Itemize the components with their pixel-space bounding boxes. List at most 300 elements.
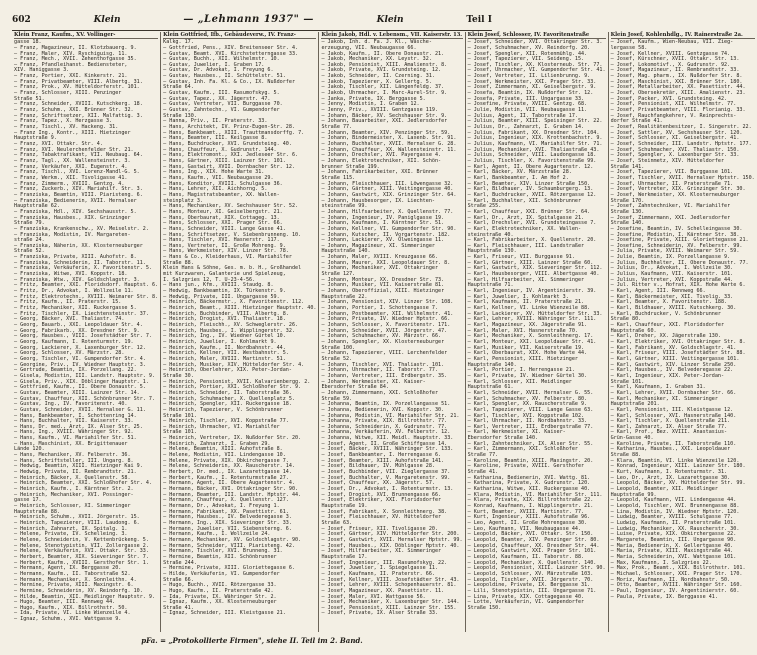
directory-entry: — Josefine, Modistin, I. Kärntner Str. 38.	[610, 231, 740, 238]
entry-list	[321, 40, 462, 617]
directory-entry: — Hermann, Hausbes., IV. Belvederegasse 3.	[163, 514, 292, 521]
directory-entry: — Hermann, Bäcker, XVI. Ottakringer Str. 90.	[163, 486, 299, 493]
directory-entry: — Leopold, Tischler, XVII. Jörgerstr. 70.	[467, 576, 594, 583]
directory-entry: — Paula, Private, IX. Berggasse 41.	[610, 593, 718, 600]
directory-entry: — Leopold, Kaufmann, II. Taborstr. 88.	[467, 553, 585, 560]
directory-entry: Straße 101.	[610, 378, 645, 385]
directory-entry: — Hans, Beamter, III. Keilgasse 8.	[163, 135, 268, 142]
directory-entry: — Karl, Friseur, VII. Burggasse 91.	[467, 254, 575, 261]
directory-entry: — Heinrich, Hausbes., I. Wipplingerstr. 32.	[163, 327, 296, 334]
directory-entry: — Josef, Schuhmacher, XVI. Thaliastr. 150.	[610, 146, 740, 153]
directory-entry: — Josef, Vertreter, XIX. Grinzinger Str. 30.	[610, 186, 746, 193]
directory-entry: — Jakob, Tapezierer, X. Gellertg. 5.	[321, 78, 432, 85]
directory-entry: — Hugo, Buchh., XVII. Rötzergasse 33.	[163, 582, 277, 589]
directory-entry: — Gisela, Modistin, III. Landstr. Hauptstr. 9.	[14, 372, 156, 379]
directory-entry: — Karl, Spengler, XX. Rauscherstraße 9.	[467, 401, 588, 408]
column-head: Klein Jakob, Hdl. v. Lebensm., VII. Kaiserstr. 13.	[321, 32, 463, 38]
directory-entry: — Fritz, Mechaniker, XII. Ruckergasse 5.	[14, 305, 137, 312]
directory-entry: — Johann, Zimmermann, XXI. Schloßhofer	[321, 389, 439, 396]
directory-entry: Klein Hans & Söhne, Ges. m. b. H., Großhandel	[163, 265, 302, 272]
directory-entry: — Karl, Gärtner, XIII. Veitingergasse 101.	[610, 355, 740, 362]
directory-entry: Straße 79.	[14, 220, 45, 227]
directory-entry: — Ida, Private, IX. Währinger Str. 2.	[163, 593, 277, 600]
directory-entry: — Karl, Dreher, XX. Jägerstraße 130.	[610, 333, 721, 340]
directory-entry: — Josef, Elektriker, XXI. Floridsdorfer	[321, 497, 442, 504]
directory-entry: — Johann, Kellner, VI. Gumpendorfer Str. 90.	[321, 225, 457, 232]
directory-entry: — Jenny, Priv., XVIII. Gentzgasse 119.	[321, 107, 439, 114]
directory-entry: — Franz, Tapez., X. Herzgasse 3.	[14, 118, 113, 125]
directory-entry: — Karl, Oberbaurat, XIX. Hohe Warte 44.	[467, 350, 588, 357]
directory-entry: — Fritz, Dr., Advokat, I. Wollzeile 11.	[14, 288, 134, 295]
directory-entry: — Gertrude, Beamtin, IX. Porzellang. 22.	[14, 367, 137, 374]
directory-entry: — Karl, Kaufmann, I. Graben 31.	[610, 384, 706, 391]
directory-entry: Hauptstraße 201.	[610, 401, 660, 408]
directory-entry: — Karl, Bäckermeister, XII. Tivolig. 33.	[610, 293, 734, 300]
directory-entry: — Hans, Maschinist, XX. Brigittenauer	[14, 440, 128, 447]
directory-entry: — Johann, Beamter, XIV. Penzinger Str. 59.	[321, 129, 451, 136]
directory-entry: brunner Straße 199.	[321, 163, 380, 170]
directory-entry: — Karl, Gärtner, XIII. Lainzer Straße 60.	[467, 259, 594, 266]
directory-entry: Straße 130.	[163, 112, 197, 119]
directory-entry: — Hans, Konditor, XVIII. Schulgasse 36.	[163, 180, 283, 187]
directory-entry: — Josef, Lokomotivf., X. Gudrunstr. 92.	[610, 61, 731, 68]
directory-entry: — Julius, Tischler, X. Favoritenstraße 99.	[467, 157, 597, 164]
directory-entry: — Josef, Magazineur, II. Rembrandtstr. 33.	[610, 67, 740, 74]
directory-entry: — Josef, Vertreter, II. Lilienbrunng. 9.	[467, 73, 591, 80]
directory-entry: — Julia, Private, XVIII. Weimarer Str. 59.	[610, 248, 740, 255]
directory-entry: — Jakob, Pensionist, XIII. Amalienstr. 8.	[321, 61, 448, 68]
directory-entry: Straße 255.	[467, 203, 502, 210]
directory-entry: — Johann, Magazineur, XI. Simmeringer	[321, 242, 435, 249]
directory-entry: — Heinrich, Beamt., XIII. Hietzinger Hauptstr. 40.	[163, 305, 317, 312]
directory-entry: — Helene, Schneiderin, XX. Rauscherstr. 14.	[163, 463, 296, 470]
directory-entry: — Hans, Schlosser, XXI. Prager Str. 66.	[163, 220, 283, 227]
column-head: Klein Josef, Schlosser, IV. Favoritenstraße	[468, 32, 606, 39]
directory-entry: — Leopold, Pensionist, XIII. Lainzer Str. 90.	[467, 565, 606, 572]
directory-entry: — Johann, Bäcker, XV. Sechshauser Str. 9.	[321, 112, 448, 119]
directory-entry: I. Salzgries 12, T. U-23-4-56.	[163, 276, 256, 283]
directory-entry: — Ignaz, Schneider, III. Kleistgasse 21.	[163, 610, 286, 617]
directory-entry: Straße 88.	[163, 259, 194, 266]
directory-entry: — Hans, Gastwirt, XVII. Dornbacher Str. 12.	[163, 163, 296, 170]
directory-entry: — Hans, Schriftsetzer, V. Siebenbrunneng. 10.	[163, 231, 302, 238]
directory-entry: — Hans, Monteur, XI. Geiselbergstr. 21.	[163, 208, 283, 215]
column-1	[12, 32, 160, 632]
directory-entry: — Josef, Mechaniker, X. Laxenburger Str. 144.	[321, 599, 460, 606]
directory-entry: — Karl, Buchhalter, XII. Schönbrunner	[467, 197, 582, 204]
directory-entry: straße 24.	[14, 237, 45, 244]
directory-entry: Straße 30.	[163, 372, 194, 379]
directory-entry: — Franz, Schuhm., XXI. Brünner Str. 32.	[14, 107, 134, 114]
directory-entry: Straße 140.	[610, 220, 645, 227]
directory-entry: — Julius, Buchhalter, II. Obere Donaustr. 77.	[610, 259, 749, 266]
directory-entry: — Hans, Kaufm., VII. Neubaugasse 29.	[163, 174, 274, 181]
directory-entry: — Josef, Tischler, XX. Klosterneub. Str. 77.	[467, 61, 603, 68]
directory-entry: — Karl, Pensionist, XIII. Hietzinger	[467, 355, 578, 362]
directory-entry: Straße 77.	[321, 124, 353, 131]
directory-entry: — Josefine, Schneiderin, XV. Felberstr. 99.	[610, 242, 743, 249]
directory-entry: — Franz, Tagl., XX. Wallensteinstr. 3.	[14, 157, 131, 164]
directory-entry: — Heinrich, Kellner, VII. Westbahnstr. 5.	[163, 350, 289, 357]
directory-entry: — Josef, Tapezierer, VII. Seideng. 15.	[467, 56, 585, 63]
directory-entry: — Johann, Private, IV. Wiedner Hptstr. 66.	[321, 316, 451, 323]
directory-entry: — Leopold, Chauffeur, XX. Dresdner Str. 44.	[467, 542, 600, 549]
directory-entry: Hauptstraße 130.	[467, 248, 517, 255]
directory-entry: — Hilde, Beamtin, XII. Meidlinger Hauptstr. 9.	[14, 593, 156, 600]
directory-entry: — Johann, Mechaniker, XVI. Ottakringer	[321, 265, 439, 272]
directory-entry: — Josef, Sattler, XV. Sechshauser Str. 120.	[610, 129, 743, 136]
directory-entry: — Hermine, Private, XIII. Gloriettegasse 6.	[163, 565, 296, 572]
directory-entry: — Heinrich, Spengler, XII. Ruckergasse 18.	[163, 401, 292, 408]
directory-entry: — Michael, Schlosser, XXI. Prager Str. 170.	[610, 570, 743, 577]
column-head: Klein Franz, Kaufm., XV. Vollinger-	[14, 32, 158, 39]
directory-entry: — Georg, Fabrikarb., XX. Dresdner Str. 9.	[14, 327, 140, 334]
directory-entry: — Johann, Gärtner, XIII. Veitingergasse 40.	[321, 186, 454, 193]
header-left-label: Klein	[93, 15, 121, 25]
directory-entry: — Fritz, Tischler, IX. Liechtensteinstr. 37.	[14, 310, 149, 317]
directory-entry: — Johann, Schlosser, X. Favoritenstr. 171.	[321, 322, 451, 329]
directory-entry: — Franziska, Schneiderin, II. Taborstr. 11.	[14, 259, 146, 266]
directory-entry: — Josef, Kellner, VIII. Josefstädter Str. 43.	[321, 576, 460, 583]
directory-entry: — Josef, Kellner, XVIII. Gentzgasse 74.	[610, 50, 731, 57]
directory-entry: — Johann, Werkmeister, XI. Kaiser-	[321, 378, 426, 385]
directory-entry: — Lina, Private, XIX. Cottagegasse 40.	[467, 593, 585, 600]
directory-entry: — Franziska, Modistin, IV. Margareten-	[14, 231, 131, 238]
directory-entry: — Heinrich, Bäckermstr., X. Favoritenstr. 112.	[163, 299, 305, 306]
directory-entry: — Hans, Dr. med., Arzt, IX. Alser Str. 25.	[14, 423, 143, 430]
directory-entry: — Johann, Hilfsarbeiter, X. Quellenstr. 77.	[321, 208, 454, 215]
directory-entry: — Maria, Private, XIII. Maxingstraße 44.	[610, 548, 734, 555]
directory-entry: — Leo, Agent, II. Große Mohrengasse 30.	[467, 519, 588, 526]
directory-entry: — Helene, Private, XIX. Obkirchergasse 7.	[163, 457, 289, 464]
page-header	[12, 14, 492, 28]
directory-entry: — Leopold, Beamter, XIV. Penzinger Str. 80.	[467, 536, 600, 543]
directory-entry: — Franziska, Private, XIII. Auhofstr. 8.	[14, 254, 137, 261]
directory-entry: — Johann, Hausbesorger, IX. Liechten-	[321, 197, 435, 204]
directory-entry: — Karl, Hausbes., IV. Belvederegasse 22.	[610, 367, 734, 374]
directory-entry: Straße 64.	[163, 84, 194, 91]
directory-entry: — Gustav, Beamter, XIII. Lainzer Str. 14.	[14, 389, 140, 396]
directory-entry: — Georg, Hausbes., VIII. Josefstädter Str. 7.	[14, 333, 153, 340]
directory-entry: — Franz, Werkm., XII. Tivoligasse 41.	[14, 174, 128, 181]
directory-entry: — Heinrich, Pensionist, XVII. Kalvarienbergg. 2.	[163, 378, 311, 385]
directory-entry: — Leo, Kaufmann, VII. Neubaugasse 44.	[467, 525, 582, 532]
directory-entry: Straße 101.	[163, 429, 197, 436]
directory-entry: — Josef, Mag. pharm., IX. Nußdorfer Str. 8.	[610, 73, 743, 80]
directory-entry: — Johann, Kutscher, II. Vorgartenstr. 182.	[321, 231, 451, 238]
directory-entry: — Gustav, Chauffeur, XII. Schönbrunner Str. 7.	[14, 395, 156, 402]
column-5	[608, 32, 757, 632]
directory-entry: — Hermann, Dr., Advokat, I. Freyung 1.	[163, 503, 280, 510]
directory-entry: — Karl, Buchdrucker, XVII. Rötzergasse 12.	[467, 191, 597, 198]
directory-entry: Hauptstraße 61.	[467, 384, 514, 391]
directory-entry: — Karl, Gastwirt, XIV. Linzer Straße 250.	[610, 361, 737, 368]
directory-entry: — Karl, Portier, I. Herrengasse 21.	[467, 367, 575, 374]
directory-entry: erzeugung, VII. Neubaugasse 66.	[321, 44, 417, 51]
directory-entry: — Karl, Buchdrucker, V. Schönbrunner	[610, 310, 721, 317]
directory-entry: — Helene, Schneiderin, V. Kettenbrückeng. 5.	[14, 536, 149, 543]
directory-entry: — Karl, Fabrikarbeiter, X. Quellenstr. 20.	[467, 237, 597, 244]
directory-entry: — Johann, Fabrikarbeiter, XXI. Brünner	[321, 169, 439, 176]
directory-entry: Straße 41.	[163, 604, 194, 611]
directory-entry: — Hermann, Kaufm., I. Wollzeile 24.	[163, 531, 271, 538]
directory-entry: — Josef, Pensionist, XII. Wilhelmstr. 77.	[610, 101, 737, 108]
directory-entry: — Karl, Beamter, XIV. Linzer Straße 150.	[467, 180, 591, 187]
directory-entry: — Johann, Schneider, XVII. Jörgerstr. 47.	[321, 327, 448, 334]
directory-entry: — Franz, Tabaktrafikant, VII. Neubaug. 64.	[14, 152, 143, 159]
directory-entry: — Franziska, Krankenschw., XV. Meiselstr. 2.	[14, 225, 149, 232]
column-2	[160, 32, 318, 632]
directory-entry: — Karl, Lehrer, XVII. Dornbacher Str. 66.	[610, 389, 737, 396]
directory-entry: — Josef, Hausbes., XIX. Döblinger Hptstr. 40.	[321, 542, 460, 549]
directory-entry: Hauptstraße 60.	[610, 327, 657, 334]
directory-entry: Straße 77.	[467, 452, 499, 459]
directory-entry: — Helene, Modistin, VII. Lindengasse 10.	[163, 452, 286, 459]
directory-entry: — Karl, Schneider, XVII. Hernalser G. 55.	[467, 389, 594, 396]
directory-entry: — Hermann, Mechaniker, X. Sonnleithn. 4.	[14, 576, 137, 583]
directory-entry: — Karl, Schlosser, XII. Meidlinger	[467, 378, 572, 385]
directory-entry: — Karl, Dr., Arzt, IX. Spitalgasse 21.	[467, 214, 585, 221]
directory-entry: — Franz, XVI. Ottakr. Str. 4.	[14, 141, 103, 148]
directory-entry: — Ida, Private, VI. Linke Wienzeile 4.	[14, 610, 131, 617]
directory-entry: — Heinrich, Bäcker, X. Quellenstr. 58.	[14, 474, 131, 481]
directory-entry: — Johanna, Private, XIX. Billrothstr. 77.	[321, 418, 448, 425]
directory-entry: — Lina, Modistin, IV. Wiedner Hptstr. 120.	[610, 508, 740, 515]
directory-entry: — Gisela, Priv., XIX. Döblinger Hauptstr. 1.	[14, 378, 149, 385]
directory-entry: — Leopold, Kaufmann, VII. Lindengasse 44.	[610, 497, 737, 504]
directory-entry: steinplatz 3.	[163, 197, 204, 204]
part-label: Teil I	[466, 15, 492, 25]
directory-entry: — Jenny, Modistin, I. Graben 12.	[321, 101, 420, 108]
directory-entry: — Franziska, Hausbes., XIX. Grinzinger	[14, 214, 131, 221]
directory-entry: — Josefa, Beamtin, IX. Nußdorfer Str. 12.	[467, 90, 594, 97]
directory-entry: — Hans, Schneider, VIII. Lange Gasse 41.	[163, 225, 286, 232]
directory-entry: — Karl, Maler, XVI. Hasnerstraße 70.	[467, 327, 578, 334]
directory-entry: — Hugo, Kaufm., XIX. Billrothstr. 50.	[14, 604, 128, 611]
directory-entry: — Johann, Portier, I. Schottengasse 7.	[321, 305, 439, 312]
directory-entry: — Julius, Kaufmann, VII. Kaiserstr. 101.	[610, 271, 734, 278]
directory-entry: — Johann, Tapezierer, VIII. Lerchenfelder	[321, 350, 448, 357]
directory-entry: — Margarete, Beamtin, III. Ungargasse 90.	[610, 536, 737, 543]
directory-entry: Straße 141.	[610, 163, 645, 170]
directory-entry: — Hermann, Kaufm., II. Taborstraße 52.	[14, 570, 131, 577]
directory-entry: — Georg, Tischler, VI. Gumpendorfer Str. 4.	[14, 355, 146, 362]
directory-entry: — Josef, Juwelier, I. Spiegelgasse 11.	[321, 565, 439, 572]
directory-entry: — Gustav, Buchh., XII. Wilhelmstr. 10.	[163, 56, 280, 63]
directory-entry: mit Kurzwaren, Galanterie und Spielzeug,	[163, 271, 286, 278]
column-4	[465, 32, 608, 632]
directory-entry: — Josef, Private, IX. Alser Straße 33.	[321, 610, 439, 617]
directory-entry: — Ludwig, Kaufmann, II. Praterstraße 101.	[610, 519, 737, 526]
directory-entry: — Hermann, Fabrikant, XX. Pasettistr. 61.	[163, 508, 289, 515]
directory-entry: — Leopold, Bäcker, XV. Hütteldorfer Str. 99.	[610, 480, 746, 487]
directory-entry: — Ludwig, Beamter, XVIII. Schulgasse 77.	[610, 514, 734, 521]
directory-entry: — Hans, Bankbeamt., XIII. Trauttmansdorffg. 7.	[163, 129, 305, 136]
directory-entry: — Franz, Magazineur, II. Klotzbauerg. 9.	[14, 44, 137, 51]
directory-entry: Hauptstraße 62.	[14, 203, 61, 210]
directory-entry: — Karl, Pensionist, III. Kleistgasse 12.	[610, 406, 734, 413]
directory-entry: Hauptstraße 140.	[321, 248, 371, 255]
directory-entry: — Julie, Beamtin, IX. Porzellangasse 9.	[610, 254, 731, 261]
directory-entry: — Hermine, Schneiderin, XV. Reindorfg. 10.	[14, 587, 143, 594]
directory-entry: — Karl, Gastwirt, XIX. Sieveringer Str. 112.	[467, 265, 603, 272]
directory-entry: — Johann, Elektrotechniker, XII. Schön-	[321, 157, 442, 164]
directory-entry: — Heinrich, Beamter, XXI. Schloßhofer Str. 4.	[14, 480, 153, 487]
directory-entry: — Franz, Verkäufer, XXI. Eugenstr. 4.	[14, 163, 128, 170]
directory-entry: — Karoline, Private, XVIII. Gersthofer	[467, 463, 585, 470]
directory-entry: — Hans, Vertreter, II. Große Mohreng. 9.	[163, 242, 286, 249]
directory-entry: — Karl, Friseur, VIII. Josefstädter Str. 88.	[610, 350, 746, 357]
directory-entry: — Luise, Private, XIX. Obkirchergasse 22.	[610, 531, 737, 538]
directory-entry: — Johann, Chauffeur, XX. Wallensteinstr. 11.	[321, 146, 457, 153]
directory-entry: — Karl, Drechsler, XVI. Grundsteingasse 7.	[467, 220, 597, 227]
directory-entry: — Karl, Schuhmacher, XV. Felberstr. 80.	[467, 395, 588, 402]
directory-entry: — Josef, Lehrer, XVIII. Schopenhauerstr. 81.	[321, 582, 457, 589]
directory-entry: — Heinrich, Schuhmacher, X. Quellenplatz 5.	[163, 395, 296, 402]
directory-entry: — Johanna, Verkäuferin, XV. Felberstr. 12.	[321, 429, 451, 436]
directory-entry: — Karl, Fleischhauer, III. Landstraßer	[467, 242, 585, 249]
directory-entry: — Heinrich, Mechaniker, XVI. Possinger-	[14, 491, 134, 498]
directory-entry: — Franz Ing., Kontr., XIII. Hietzinger	[14, 129, 131, 136]
directory-entry: — Josef, Fabrikant, X. Sonnleithnerg. 38.	[321, 508, 448, 515]
directory-entry: — Hans, Lehrer, XII. Aichhorng. 5.	[163, 186, 268, 193]
directory-entry: — Hans & Co., Kleiderhaus, VI. Mariahilfer	[163, 254, 292, 261]
directory-entry: — Heinrich, Kaufm., II. Nordbahnstr. 44.	[163, 344, 286, 351]
directory-entry: — Hans, Gärtner, XIII. Lainzer Str. 101.	[163, 157, 286, 164]
directory-entry: — Kurt, Ingenieur, XIII. Auhofstraße 96.	[467, 514, 591, 521]
directory-entry: — Ludwig, Mechaniker, XX. Rauscherstr. 30.	[610, 525, 740, 532]
directory-entry: — Gustav, Beamt. XVI. Kirchstetterngasse 33.	[163, 50, 299, 57]
directory-entry: — Lili, Stenotypistin, III. Ungargasse 71.	[467, 587, 597, 594]
page-title: — „Lehmann 1937" —	[183, 14, 314, 25]
directory-entry: — Josef, Drogist, XVI. Brunnengasse 66.	[321, 491, 442, 498]
directory-entry: Hauptstraße 22.	[321, 293, 368, 300]
directory-entry: — Franziska, Witwe, XVI. Koppstr. 18.	[14, 271, 128, 278]
directory-entry: — Franz, Schneider, XVIII. Kutschkerg. 18.	[14, 101, 143, 108]
directory-entry: — Hans, Elektromont., XXI. Jedleseer Str. 6.	[163, 152, 299, 159]
directory-entry: Straße 63.	[321, 519, 353, 526]
directory-entry: — Helene, Private, IV. Schelleing. 3.	[14, 531, 128, 538]
directory-entry: steinstraße 99.	[321, 203, 368, 210]
directory-entry: — Johann, Gastwirt, XIX. Grinzinger Str. 64.	[321, 191, 457, 198]
directory-entry: Lände 120.	[14, 446, 45, 453]
directory-entry: — Josef, Zahntechniker, VI. Mariahilfer	[610, 203, 731, 210]
directory-entry: — Johann, Bauarbeiter, XXI. Jedlersdorfer	[321, 118, 448, 125]
columns-container	[12, 32, 755, 632]
directory-entry: — Konrad, Ingenieur, XIII. Lainzer Str. 180.	[610, 463, 746, 470]
directory-entry: Straße 101.	[163, 412, 197, 419]
directory-entry: — Karl, Juwelier, I. Kohlmarkt 3.	[467, 293, 569, 300]
directory-entry: — Herbert, Beamter, XIX. Sieveringer Str. 7.	[14, 553, 149, 560]
directory-entry: — Heinrich, Tapezierer, VIII. Laudong. 6.	[14, 519, 140, 526]
directory-entry: — Josef, Buchbinder, VII. Zieglergasse 37.	[321, 469, 451, 476]
directory-entry: — Hermine, Private, XIII. Maxingstr. 6.	[14, 582, 134, 589]
directory-entry: — Karl, Hilfsarbeiter, XI. Simmeringer	[467, 276, 585, 283]
directory-entry: — Karl, Chauffeur, XXI. Floridsdorfer	[610, 322, 725, 329]
directory-entry: — Hermann, Juwelier, VII. Siebensterng. 6.	[163, 525, 292, 532]
directory-entry: — Janka, Private, IX. Berggasse 5.	[321, 95, 426, 102]
directory-entry: — Franz, Tischl., XVI. Lorenz-Mandl-G. 5.	[14, 169, 140, 176]
directory-entry: — Hermann, Agent, II. Obere Augartenstr. 4.	[163, 480, 296, 487]
directory-entry: — Julius, Dr., Zahnarzt, I. Graben 14.	[467, 124, 585, 131]
directory-entry: — Maria, Schneiderin, XVI. Wattgasse 101.	[610, 553, 737, 560]
directory-entry: Hauptstraße 19.	[321, 503, 368, 510]
directory-entry: — Josef, Schneider, XVI. Ottakringer Str. 3.	[467, 39, 603, 46]
directory-entry: — Jakob, Private, XVI. Grundsteing. 12.	[321, 67, 442, 74]
directory-entry: — Josef, Uhrmacher, II. Praterstraße 71.	[610, 180, 734, 187]
directory-entry: — Leopold, Bäcker, XVI. Ottakr. Str. 150.	[467, 531, 594, 538]
directory-entry: — Karl, Magazineur, XX. Jägerstraße 91.	[467, 322, 588, 329]
directory-entry: — Franziska, Verkäuferin, X. Favoritenstr. 5.	[14, 265, 153, 272]
directory-entry: — Johanna, Bedienerin, XVI. Koppstr. 30.	[321, 406, 445, 413]
directory-entry: Straße 52.	[321, 355, 353, 362]
directory-entry: — Josef, Kürschner, XVII. Ottakr. Str. 13.	[610, 56, 740, 63]
directory-entry: Straße 100.	[321, 344, 356, 351]
directory-entry: Straße 88.	[610, 452, 642, 459]
directory-entry: — Heinrich, Ing., IV. Wiedner Gürtel 10.	[163, 333, 286, 340]
directory-entry: — Josef, Zimmermann, XI. Geiselbergstr. 9.	[467, 84, 597, 91]
directory-entry: — Josef, Werkmeister, XXI. Prager Str. 33.	[467, 78, 597, 85]
directory-entry: — Johanna, Beamtin, IX. Porzellangasse 51.	[321, 401, 451, 408]
directory-entry: — Jakob, Kaufm., II. Obere Donaustr. 21.	[321, 50, 445, 57]
directory-entry: — Karl, Chauffeur, XXI. Brünner Str. 64.	[467, 208, 591, 215]
directory-entry: — Leopold, Beamter, XII. Meidlinger	[610, 486, 718, 493]
directory-entry: — Leopold, Gastwirt, XXI. Prager Str. 101.	[467, 548, 597, 555]
directory-entry: — Josefine, Beamtin, IV. Schelleingasse 30.	[610, 225, 743, 232]
directory-entry: — Hugo, Beamter, III. Rennweg 44.	[14, 599, 116, 606]
directory-entry: — Franz, XVI. Neulerchenfelder Str. 21.	[14, 146, 134, 153]
directory-entry: — Johann, Maler, XVIII. Kreuzgasse 66.	[321, 254, 439, 261]
directory-entry: — Heinrich, Tischler, XVI. Koppstraße 77.	[163, 418, 289, 425]
directory-entry: — Julius, Vertreter, XVI. Koppstraße 44.	[610, 276, 734, 283]
directory-entry: — Hans, Tischler, XVI. Hasnerstr. 117.	[163, 237, 280, 244]
directory-entry: — Heinrich, Uhrmacher, VI. Mariahilfer	[163, 423, 280, 430]
directory-entry: — Julius, Schneider, VIII. Laudongasse 18.	[467, 152, 597, 159]
directory-entry: — Hermann, Mechaniker, XV. Goldschlagstr. 90.	[163, 536, 302, 543]
directory-entry: — Fritz, Kaufm., II. Praterstr. 15.	[14, 299, 122, 306]
directory-entry: — Gottfried, Kaufm., II. Obere Donaustr. 5.	[14, 384, 146, 391]
directory-entry: — Hugo, Kaufm., II. Praterstraße 42.	[163, 587, 274, 594]
directory-entry: — Karl, Mechaniker, XI. Simmeringer	[610, 395, 718, 402]
directory-entry: — Karl, Elektriker, XVI. Ottakringer Str. 8.	[610, 338, 746, 345]
directory-entry: Hauptstraße 9.	[14, 135, 57, 142]
directory-entry: — Klara, Private, XIX. Billrothstraße 22.	[467, 497, 594, 504]
directory-entry: — Josef, Rauchfangkehrer, V. Reinprechts-	[610, 112, 737, 119]
directory-entry: — Gustav, Juwelier, I. Graben 17.	[163, 61, 265, 68]
directory-entry: — Karl, Prof., Bez. XVIII. Anastasius-	[610, 429, 728, 436]
directory-entry: — Gustav, Ing., IV. Favoritenstr. 40.	[14, 401, 128, 408]
directory-entry: — Josef, Schuhmacher, XV. Reindorfg. 20.	[467, 44, 591, 51]
directory-entry: — Hans, Oberbaurat, XIX. Cottageg. 13.	[163, 214, 280, 221]
directory-entry: — Fritz, Elektrotechn., XVIII. Weimarer Str. 8.	[14, 293, 159, 300]
directory-entry: — Karoline, Private, II. Taborstraße 110.	[610, 440, 737, 447]
directory-entry: — Heinrich, Kaufm., I. Kärntner Str. 2.	[14, 486, 134, 493]
directory-entry: — Heinrich, Buchbinder, VIII. Albertg. 8.	[163, 310, 289, 317]
directory-entry: — Hedwig, Bankbeamtin, IX. Türkenstr. 9.	[163, 288, 286, 295]
directory-entry: — Franz, Zimmerm., XVIII. Gentzg. 4.	[14, 180, 125, 187]
directory-entry: XIV. Haniggasse 3.	[14, 67, 70, 74]
directory-entry: — Georg, Bäcker, XVI. Thaliastr. 74.	[14, 316, 125, 323]
directory-entry: — Karl, Private, IV. Wiedner Gürtel 30.	[467, 372, 588, 379]
directory-entry: — Johann, Schuhmacher, XV. Märzstr. 66.	[321, 333, 442, 340]
directory-entry: — Josef, Gastwirt, XVII. Hernalser Hptstr. 99.	[321, 536, 463, 543]
directory-entry: — Heinrich, Tapezierer, V. Schönbrunner	[163, 406, 283, 413]
directory-entry: Straße 41.	[467, 469, 499, 476]
directory-entry: — Josef, Kaufmann, II. Praterstr. 66.	[321, 570, 435, 577]
directory-entry: — Hans, Ing., XIX. Hohe Warte 31.	[163, 169, 265, 176]
directory-entry: — Karl, Hausbesorger, VIII. Albertgasse 40.	[467, 271, 600, 278]
directory-entry: — Julius, Kaufmann, VI. Mariahilfer Str. 71.	[467, 141, 603, 148]
